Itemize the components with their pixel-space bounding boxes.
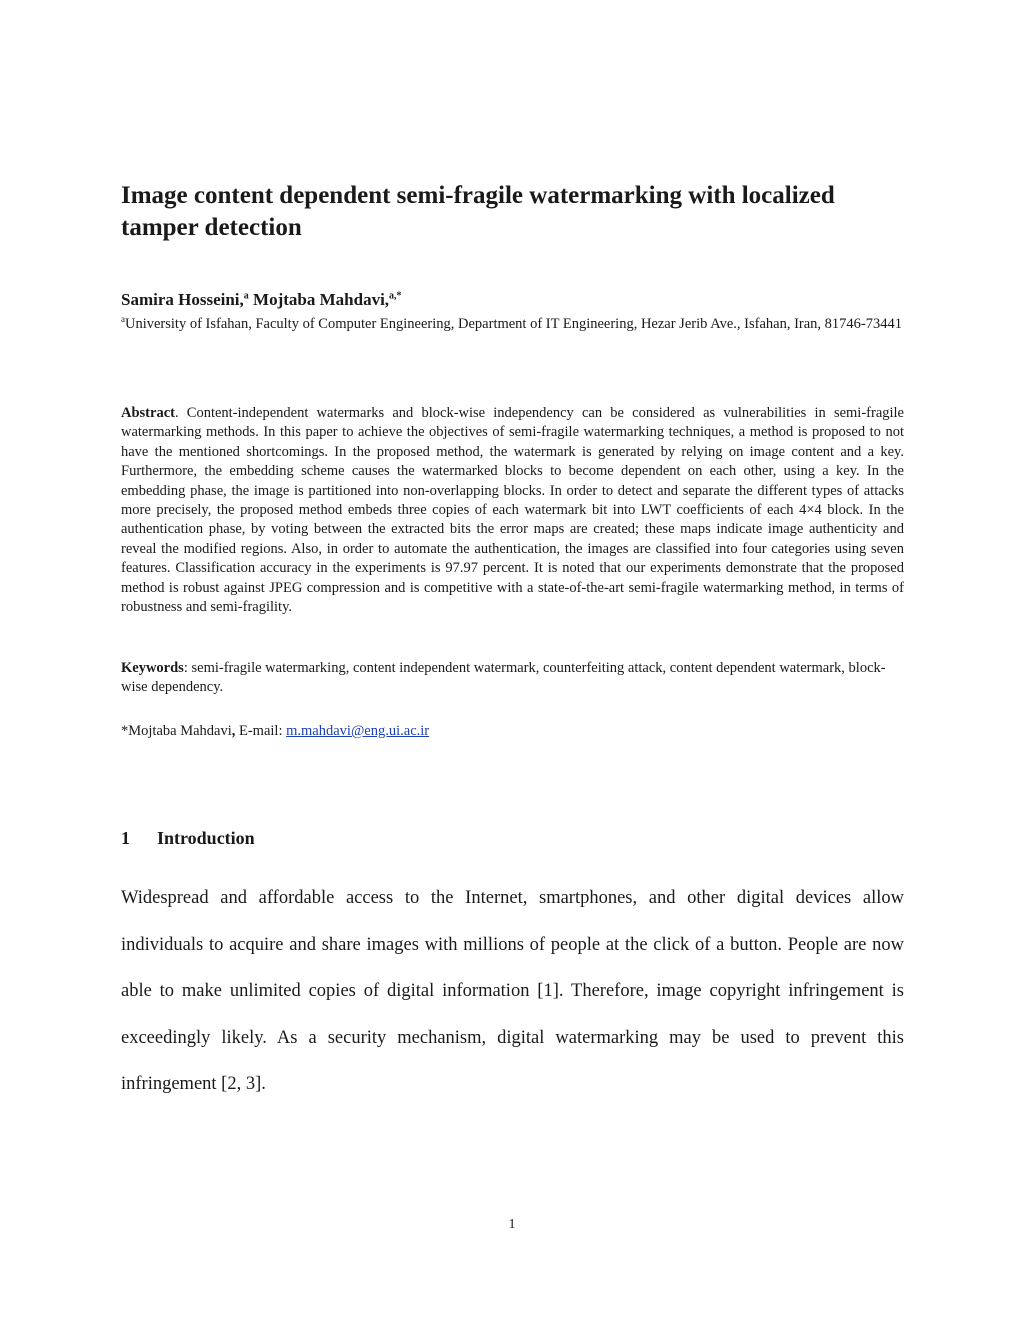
- section-heading-introduction: [121, 826, 721, 850]
- keywords: [121, 659, 904, 698]
- author-affiliation-mark: a: [243, 290, 249, 302]
- corresponding-comma: ,: [231, 723, 236, 739]
- affiliation: [121, 314, 906, 334]
- email-label: E-mail:: [235, 723, 287, 739]
- abstract-text: . Content-independent watermarks and block-wise independency can be considered as vulnerabilities in semi-fragile watermarking methods. In this paper to achieve the objectives of semi-fragile watermarking techniques, a method is proposed to not have the mentioned shortcomings. In the proposed method, the watermark is generated by relying on image content and a key. Furthermore, the embedding scheme causes the watermarked blocks to become dependent on each other, using a key. In the embedding phase, the image is partitioned into non-overlapping blocks. In order to detect and separate the different types of attacks more precisely, the proposed method embeds three copies of each watermark bit into LWT coefficients of each 4×4 block. In the authentication phase, by voting between the extracted bits the error maps are created; these maps indicate image authenticity and reveal the modified regions. Also, in order to automate the authentication, the images are classified into four categories using seven features. Classification accuracy in the experiments is 97.97 percent. It is noted that our experiments demonstrate that the proposed method is robust against JPEG compression and is competitive with a state-of-the-art semi-fragile watermarking method, in terms of robustness and semi-fragility.: [121, 405, 904, 616]
- affiliation-mark: a: [121, 314, 125, 325]
- keywords-label: Keywords: [121, 660, 184, 676]
- paper-title: Image content dependent semi-fragile watermarking with localized tamper detection: [121, 182, 835, 241]
- abstract-label: Abstract: [121, 405, 175, 421]
- corresponding-author-name: *Mojtaba Mahdavi: [121, 723, 232, 739]
- affiliation-text: University of Isfahan, Faculty of Computer Engineering, Department of IT Engineering, Hezar Jerib Ave., Isfahan, Iran, 81746-73441: [125, 316, 902, 332]
- author-name-mahdavi: Mojtaba Mahdavi,: [248, 290, 390, 309]
- author-list: [121, 289, 911, 311]
- keywords-text: : semi-fragile watermarking, content independent watermark, counterfeiting attack, content dependent watermark, block-wise dependency.: [121, 660, 886, 696]
- author-affiliation-mark: a,*: [389, 290, 402, 302]
- author-name-hosseini: Samira Hosseini,: [121, 290, 244, 309]
- introduction-paragraph: Widespread and affordable access to the Internet, smartphones, and other digital devices allow individuals to acquire and share images with millions of people at the click of a button. People are now able to make unlimited copies of digital information [1]. Therefore, image copyright infringement is exceedingly likely. As a security mechanism, digital watermarking may be used to prevent this infringement [2, 3].: [121, 888, 904, 1094]
- page-number: 1: [508, 1217, 516, 1232]
- section-number: 1: [121, 828, 130, 848]
- abstract: [121, 404, 904, 617]
- email-link[interactable]: m.mahdavi@eng.ui.ac.ir: [286, 723, 430, 739]
- corresponding-author: [121, 721, 904, 741]
- section-title: Introduction: [157, 828, 255, 848]
